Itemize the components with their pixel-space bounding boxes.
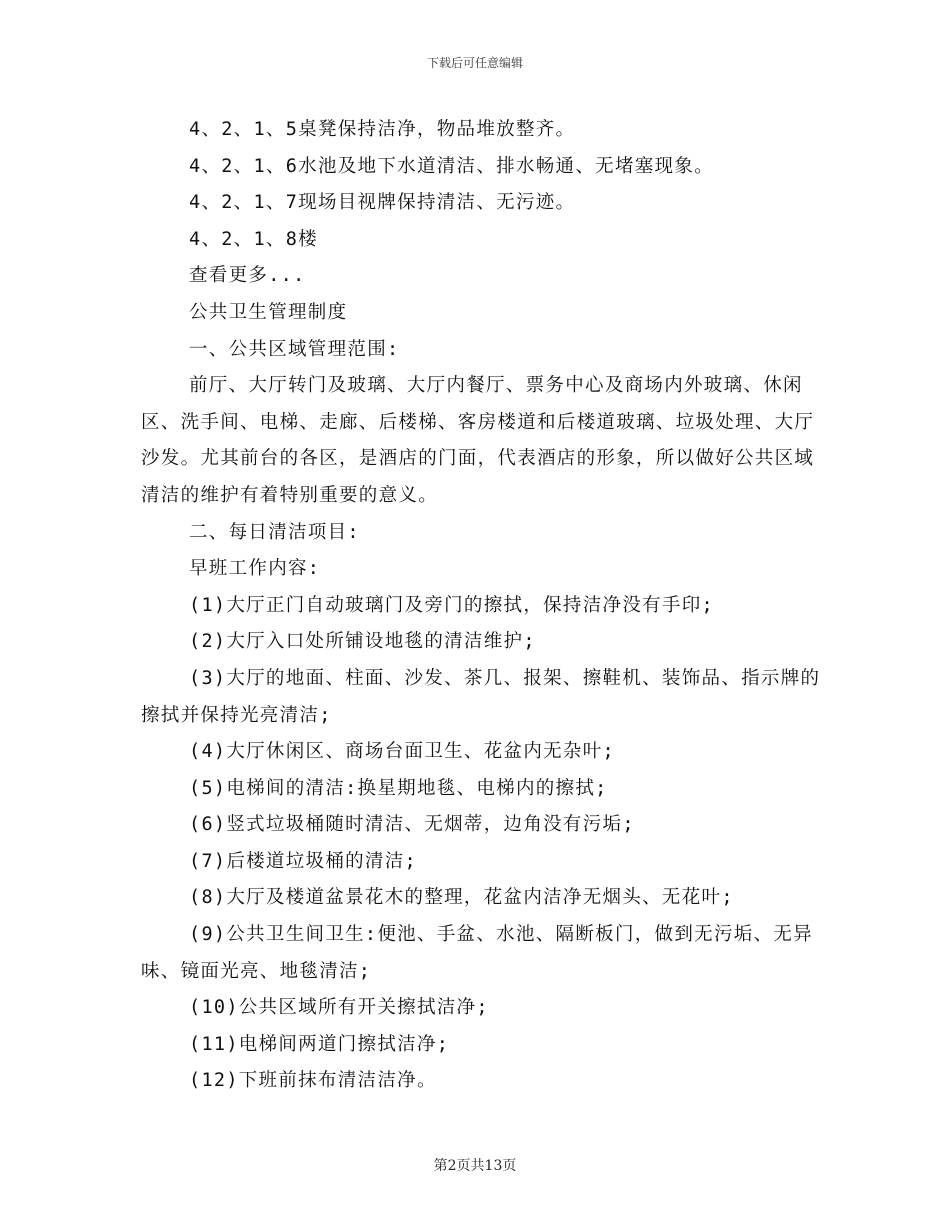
- list-item-12: (12)下班前抹布清洁洁净。: [189, 1070, 437, 1092]
- list-item-8: (8)大厅及楼道盆景花木的整理，花盆内洁净无烟头、无花叶;: [189, 887, 734, 909]
- clause-4-2-1-5: 4、2、1、5桌凳保持洁净，物品堆放整齐。: [189, 119, 576, 140]
- clause-4-2-1-8: 4、2、1、8楼: [189, 228, 318, 250]
- clause-4-2-1-6: 4、2、1、6水池及地下水道清洁、排水畅通、无堵塞现象。: [189, 155, 714, 177]
- list-item-10: (10)公共区域所有开关擦拭洁净;: [189, 997, 489, 1019]
- page-header: 下载后可任意编辑: [426, 56, 523, 70]
- document-body: [141, 112, 821, 1100]
- list-item-2: (2)大厅入口处所铺设地毯的清洁维护;: [189, 631, 536, 653]
- paragraph-public-area-scope: 前厅、大厅转门及玻璃、大厅内餐厅、票务中心及商场内外玻璃、休闲区、洗手间、电梯、走廊、后楼梯、客房楼道和后楼道玻璃、垃圾处理、大厅沙发。尤其前台的各区，是酒店的门面，代表酒店的形象，所以做好公共区域清洁的维护有着特别重要的意义。: [141, 375, 815, 506]
- list-item-9: (9)公共卫生间卫生:便池、手盆、水池、隔断板门，做到无污垢、无异味、镜面光亮、地毯清洁;: [141, 924, 813, 982]
- heading-morning-shift: 早班工作内容:: [189, 558, 321, 580]
- list-item-5: (5)电梯间的清洁:换星期地毯、电梯内的擦拭;: [189, 777, 608, 799]
- list-item-1: (1)大厅正门自动玻璃门及旁门的擦拭，保持洁净没有手印;: [189, 594, 714, 616]
- list-item-7: (7)后楼道垃圾桶的清洁;: [189, 850, 417, 872]
- see-more-link[interactable]: 查看更多...: [189, 265, 306, 287]
- list-item-4: (4)大厅休闲区、商场台面卫生、花盆内无杂叶;: [189, 741, 615, 763]
- heading-public-area-scope: 一、公共区域管理范围:: [189, 338, 400, 360]
- list-item-3: (3)大厅的地面、柱面、沙发、茶几、报架、擦鞋机、装饰品、指示牌的擦拭并保持光亮清洁;: [141, 667, 821, 726]
- page-number: 第2页共13页: [433, 1158, 517, 1174]
- list-item-6: (6)竖式垃圾桶随时清洁、无烟蒂，边角没有污垢;: [189, 814, 635, 836]
- heading-daily-cleaning: 二、每日清洁项目:: [189, 521, 360, 543]
- clause-4-2-1-7: 4、2、1、7现场目视牌保持清洁、无污迹。: [189, 192, 576, 214]
- section-title: 公共卫生管理制度: [189, 301, 348, 323]
- list-item-11: (11)电梯间两道门擦拭洁净;: [189, 1033, 450, 1055]
